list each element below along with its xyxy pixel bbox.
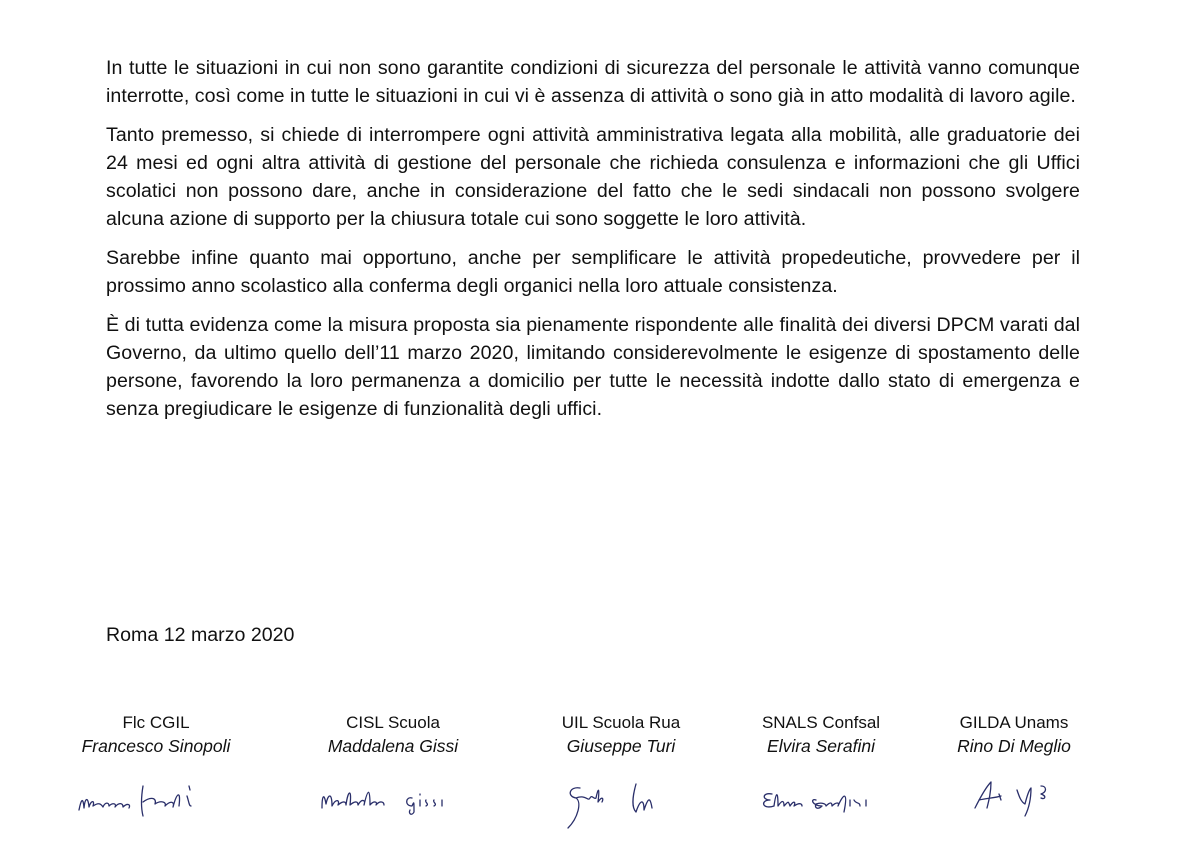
signatory-name: Giuseppe Turi <box>566 736 676 756</box>
signatory-flc-cgil <box>41 712 271 822</box>
paragraph-1: In tutte le situazioni in cui non sono garantite condizioni di sicurezza del personale le attività vanno comunque interrotte, così come in tutte le situazioni in cui vi è assenza di attività o sono già in atto modalità di lavoro agile. <box>106 57 1080 107</box>
handwritten-signature-3 <box>536 772 706 832</box>
paragraph-2: Tanto premesso, si chiede di interrompere ogni attività amministrativa legata alla mobilità, alle graduatorie dei 24 mesi ed ogni altra attività di gestione del personale che richieda consulenza e informazioni che gli Uffici scolatici non possono dare, anche in considerazione del fatto che le sedi sindacali non possono svolgere alcuna azione di supporto per la chiusura totale cui sono soggette le loro attività. <box>106 124 1080 230</box>
signature-block <box>0 712 1196 843</box>
handwritten-signature-5 <box>929 772 1099 822</box>
signatory-organization: GILDA Unams <box>959 713 1069 732</box>
signatory-organization: UIL Scuola Rua <box>561 713 681 732</box>
date-line: Roma 12 marzo 2020 <box>106 624 295 646</box>
paragraph-3: Sarebbe infine quanto mai opportuno, anche per semplificare le attività propedeutiche, provvedere per il prossimo anno scolastico alla conferma degli organici nella loro attuale consistenza. <box>106 247 1080 297</box>
letter-body <box>106 54 1080 434</box>
handwritten-signature-2 <box>308 772 478 822</box>
paragraph-4: È di tutta evidenza come la misura proposta sia pienamente rispondente alle finalità dei diversi DPCM varati dal Governo, da ultimo quello dell’11 marzo 2020, limitando considerevolmente le esigenze di spostamento delle persone, favorendo la loro permanenza a domicilio per tutte le necessità indotte dallo stato di emergenza e senza pregiudicare le esigenze di funzionalità degli uffici. <box>106 314 1080 420</box>
handwritten-signature-1 <box>71 772 241 822</box>
signatory-name: Elvira Serafini <box>767 736 875 756</box>
handwritten-signature-4 <box>736 772 906 822</box>
signatory-name: Rino Di Meglio <box>957 736 1071 756</box>
signatory-uil-scuola-rua <box>506 712 736 832</box>
signatory-organization: SNALS Confsal <box>761 713 881 732</box>
signatory-cisl-scuola <box>278 712 508 822</box>
signatory-organization: CISL Scuola <box>346 713 440 732</box>
signatory-organization: Flc CGIL <box>122 713 190 732</box>
signatory-name: Maddalena Gissi <box>327 736 459 756</box>
signatory-gilda-unams <box>899 712 1129 822</box>
signatory-name: Francesco Sinopoli <box>81 736 231 756</box>
